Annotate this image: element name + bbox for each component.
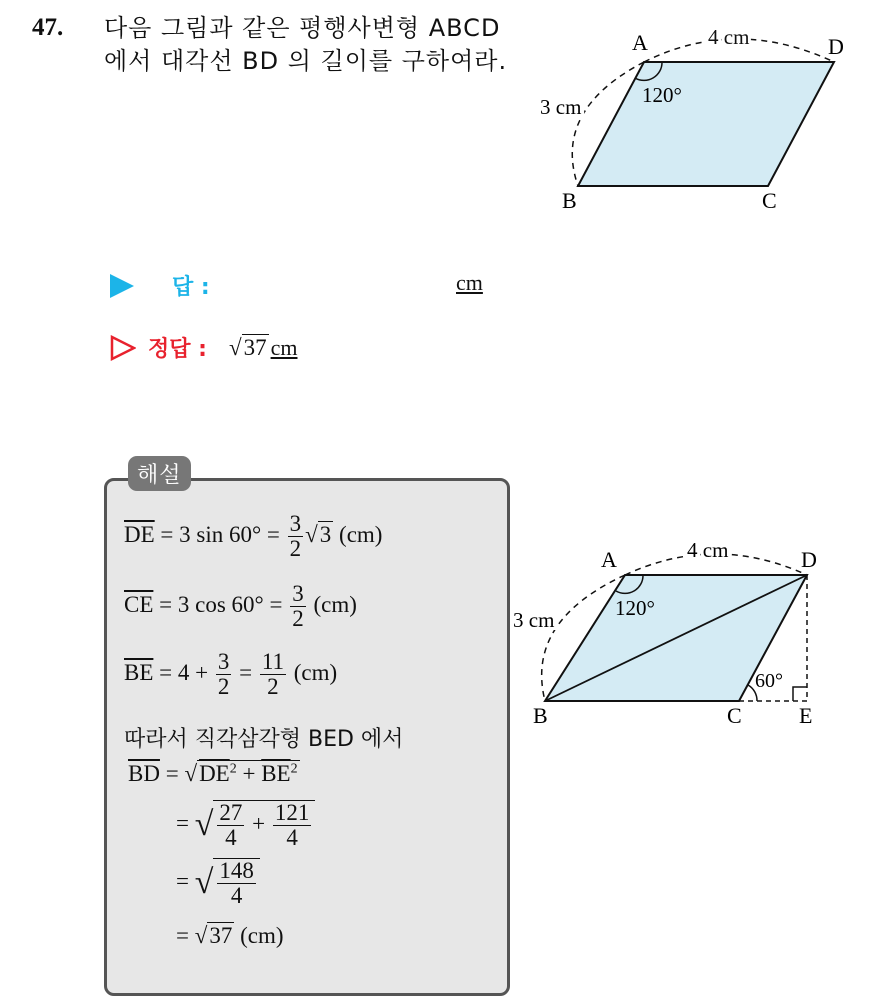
side-label-ab: 3 cm bbox=[540, 95, 582, 119]
angle-label-c: 60° bbox=[755, 670, 783, 692]
solution-line-6: = √ $\frac{27}{4}$ + $\frac{121}{4}$ bbox=[176, 800, 315, 850]
vertex-label-e: E bbox=[799, 703, 813, 728]
solution-line-8: = √37 (cm) bbox=[176, 923, 284, 948]
solution-line-1: $\overline{DE} = 3$ sin 60° = $\frac{3}{2}$ √3 (cm) bbox=[124, 511, 383, 561]
solution-line-2: $\overline{CE} = 3$ cos 60° = $\frac{3}{2}$ (cm) bbox=[124, 581, 357, 631]
solution-tab: 해설 bbox=[128, 456, 191, 491]
correct-answer-row bbox=[110, 332, 297, 363]
vertex-label-b-2: B bbox=[533, 703, 548, 728]
side-label-ad: 4 cm bbox=[708, 25, 750, 49]
right-angle-mark bbox=[793, 687, 807, 701]
vertex-label-b: B bbox=[562, 188, 577, 213]
parallelogram-figure bbox=[530, 20, 860, 220]
question-number: 47. bbox=[32, 14, 64, 41]
vertex-label-a: A bbox=[632, 30, 648, 55]
correct-answer-value: √37 cm bbox=[228, 335, 298, 360]
correct-answer-label: 정답 : bbox=[148, 337, 207, 362]
answer-label: 답 : bbox=[172, 275, 210, 300]
solution-figure bbox=[505, 535, 845, 740]
answer-blank-unit[interactable]: cm bbox=[456, 270, 483, 295]
vertex-label-a-2: A bbox=[601, 547, 617, 572]
angle-label-a: 120° bbox=[642, 83, 682, 107]
answer-arrow-icon bbox=[110, 274, 134, 298]
angle-label-a-2: 120° bbox=[615, 596, 655, 620]
solution-line-3: $\overline{BE} = 4$ + $\frac{3}{2}$ = $\frac{11}{2}$ (cm) bbox=[124, 649, 338, 699]
vertex-label-c: C bbox=[762, 188, 777, 213]
vertex-label-d-2: D bbox=[801, 547, 817, 572]
side-label-ad-2: 4 cm bbox=[687, 538, 729, 562]
vertex-label-c-2: C bbox=[727, 703, 742, 728]
vertex-label-d: D bbox=[828, 34, 844, 59]
question-text: 다음 그림과 같은 평행사변형 ABCD 에서 대각선 BD 의 길이를 구하여라. bbox=[104, 14, 508, 75]
solution-line-4: 따라서 직각삼각형 BED 에서 bbox=[124, 727, 404, 752]
answer-row bbox=[110, 270, 210, 301]
side-label-ab-2: 3 cm bbox=[513, 608, 555, 632]
parallelogram-abcd bbox=[578, 62, 834, 186]
solution-line-5: $\overline{BD} = √DE^2 + \overline{BE}^2$ bbox=[128, 761, 298, 786]
correct-arrow-icon bbox=[110, 335, 136, 361]
solution-line-7: = √ $\frac{148}{4}$ bbox=[176, 858, 260, 908]
